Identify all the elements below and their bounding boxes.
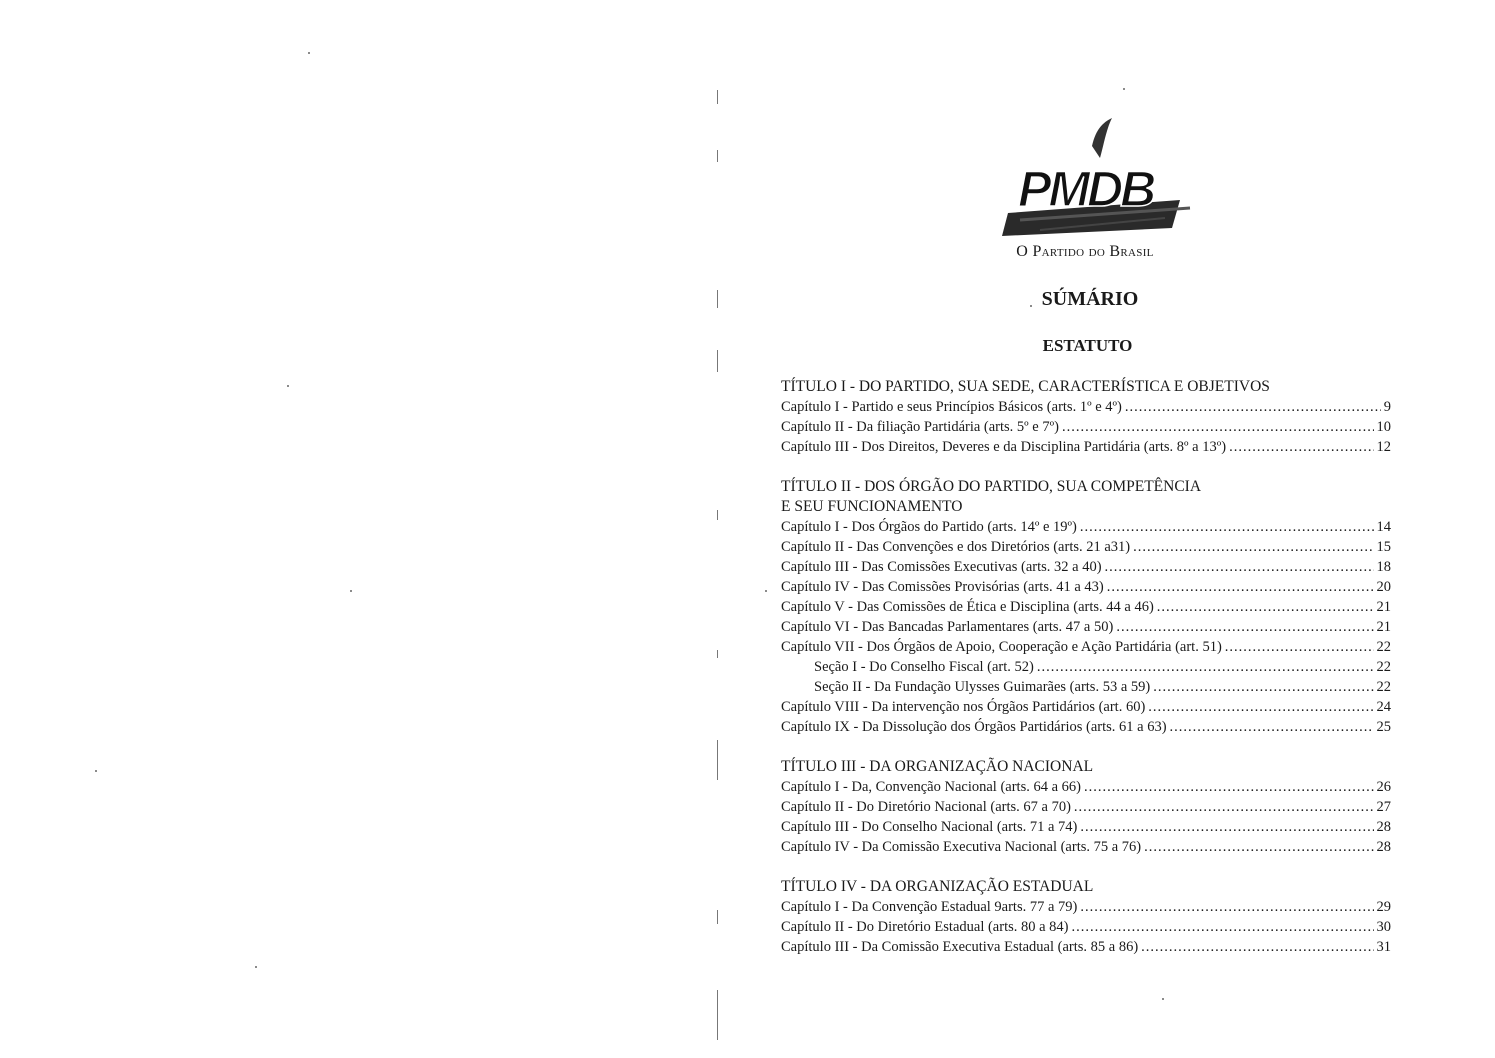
dot-leader <box>1116 617 1373 637</box>
toc-entry-page: 24 <box>1376 699 1391 715</box>
toc-entry <box>781 677 1391 697</box>
dot-leader <box>1080 517 1374 537</box>
scan-speck <box>287 385 289 387</box>
dot-leader <box>1080 817 1373 837</box>
toc-entry-label: Capítulo I - Da, Convenção Nacional (arts. 64 a 66) <box>781 779 1081 795</box>
dot-leader <box>1074 797 1374 817</box>
toc-entry-label: Capítulo V - Das Comissões de Ética e Disciplina (arts. 44 a 46) <box>781 599 1154 615</box>
toc-entry <box>781 717 1391 737</box>
toc-entry <box>781 837 1391 857</box>
scan-speck <box>95 770 97 772</box>
toc-entry-page: 29 <box>1376 899 1391 915</box>
toc-entry-page: 27 <box>1376 799 1391 815</box>
toc-entry-page: 12 <box>1376 439 1391 455</box>
toc-entry-page: 22 <box>1376 639 1391 655</box>
toc-entry <box>781 597 1391 617</box>
toc-entry-page: 28 <box>1376 839 1391 855</box>
section-title: TÍTULO I - DO PARTIDO, SUA SEDE, CARACTERÍSTICA E OBJETIVOS <box>781 378 1270 395</box>
toc-entry-label: Capítulo I - Dos Órgãos do Partido (arts. 14º e 19º) <box>781 519 1077 535</box>
toc-section <box>781 757 1391 857</box>
book-gutter <box>717 90 719 1050</box>
toc-entry-label: Capítulo VI - Das Bancadas Parlamentares (arts. 47 a 50) <box>781 619 1114 635</box>
toc-entry-page: 20 <box>1376 579 1391 595</box>
toc-entry <box>781 537 1391 557</box>
dot-leader <box>1072 917 1374 937</box>
toc-entry-label: Capítulo II - Das Convenções e dos Diretórios (arts. 21 a31) <box>781 539 1131 555</box>
toc-entry <box>781 577 1391 597</box>
toc-section <box>781 877 1391 957</box>
toc-entry-label: Capítulo VII - Dos Órgãos de Apoio, Cooperação e Ação Partidária (art. 51) <box>781 639 1222 655</box>
toc-entry <box>781 697 1391 717</box>
dot-leader <box>1170 717 1374 737</box>
page-title: SÚMÁRIO <box>1041 288 1139 310</box>
dot-leader <box>1125 397 1381 417</box>
scan-speck <box>255 966 257 968</box>
toc-entry <box>781 517 1391 537</box>
toc-entry-label: Capítulo II - Do Diretório Estadual (arts. 80 a 84) <box>781 919 1069 935</box>
toc-entry-label: Capítulo I - Da Convenção Estadual 9arts. 77 a 79) <box>781 899 1078 915</box>
toc-entry <box>781 557 1391 577</box>
toc-entry-page: 26 <box>1376 779 1391 795</box>
toc-entry-label: Capítulo II - Do Diretório Nacional (arts. 67 a 70) <box>781 799 1071 815</box>
toc-entry-page: 14 <box>1376 519 1391 535</box>
toc-entry-page: 21 <box>1376 619 1391 635</box>
toc-entry-label: Capítulo III - Da Comissão Executiva Estadual (arts. 85 a 86) <box>781 939 1139 955</box>
toc-entry-page: 18 <box>1376 559 1391 575</box>
toc-entry-label: Capítulo IV - Da Comissão Executiva Nacional (arts. 75 a 76) <box>781 839 1142 855</box>
toc-entry-label: Capítulo III - Das Comissões Executivas (arts. 32 a 40) <box>781 559 1102 575</box>
dot-leader <box>1037 657 1374 677</box>
toc-entry-page: 30 <box>1376 919 1391 935</box>
dot-leader <box>1105 557 1374 577</box>
toc-entry <box>781 817 1391 837</box>
toc-entry <box>781 397 1391 417</box>
toc-entry <box>781 797 1391 817</box>
toc-entry-label: Capítulo III - Dos Direitos, Deveres e da Disciplina Partidária (arts. 8º a 13º) <box>781 439 1227 455</box>
toc-entry-label: Capítulo II - Da filiação Partidária (arts. 5º e 7º) <box>781 419 1059 435</box>
toc-entry <box>781 777 1391 797</box>
dot-leader <box>1144 837 1373 857</box>
toc-entry-page: 28 <box>1376 819 1391 835</box>
svg-text:PMDB: PMDB <box>1018 161 1154 217</box>
toc-section <box>781 477 1391 737</box>
scan-speck <box>765 590 767 592</box>
toc-section <box>781 377 1391 457</box>
dot-leader <box>1084 777 1374 797</box>
toc-entry <box>781 437 1391 457</box>
dot-leader <box>1153 677 1373 697</box>
brand-tagline: O Partido do Brasil <box>1016 243 1154 260</box>
dot-leader <box>1157 597 1374 617</box>
toc-entry <box>781 617 1391 637</box>
dot-leader <box>1141 937 1373 957</box>
toc-entry <box>781 917 1391 937</box>
toc-entry <box>781 897 1391 917</box>
dot-leader <box>1080 897 1373 917</box>
table-of-contents <box>781 377 1391 977</box>
toc-entry-label: Capítulo I - Partido e seus Princípios Básicos (arts. 1º e 4º) <box>781 399 1122 415</box>
dot-leader <box>1229 437 1373 457</box>
toc-entry-label: Seção II - Da Fundação Ulysses Guimarães (arts. 53 a 59) <box>814 679 1151 695</box>
toc-entry-page: 15 <box>1376 539 1391 555</box>
pmdb-logo <box>1000 118 1200 258</box>
toc-entry <box>781 937 1391 957</box>
scan-speck <box>1123 88 1125 90</box>
toc-entry-label: Capítulo IV - Das Comissões Provisórias (arts. 41 a 43) <box>781 579 1104 595</box>
toc-entry <box>781 417 1391 437</box>
toc-entry-page: 31 <box>1376 939 1391 955</box>
toc-entry-label: Capítulo VIII - Da intervenção nos Órgãos Partidários (art. 60) <box>781 699 1146 715</box>
toc-entry-page: 25 <box>1376 719 1391 735</box>
toc-entry-page: 22 <box>1376 679 1391 695</box>
section-title: TÍTULO IV - DA ORGANIZAÇÃO ESTADUAL <box>781 878 1094 895</box>
dot-leader <box>1133 537 1373 557</box>
section-title: TÍTULO III - DA ORGANIZAÇÃO NACIONAL <box>781 758 1094 775</box>
toc-entry-page: 22 <box>1376 659 1391 675</box>
section-title: E SEU FUNCIONAMENTO <box>781 498 963 515</box>
toc-entry-page: 10 <box>1376 419 1391 435</box>
scan-speck <box>350 590 352 592</box>
toc-entry <box>781 637 1391 657</box>
dot-leader <box>1107 577 1374 597</box>
toc-entry-label: Capítulo IX - Da Dissolução dos Órgãos Partidários (arts. 61 a 63) <box>781 719 1167 735</box>
page-subtitle: ESTATUTO <box>1042 336 1133 355</box>
scan-speck <box>308 52 310 54</box>
toc-entry-page: 21 <box>1376 599 1391 615</box>
dot-leader <box>1062 417 1374 437</box>
scan-speck <box>1162 998 1164 1000</box>
toc-entry-label: Seção I - Do Conselho Fiscal (art. 52) <box>814 659 1034 675</box>
dot-leader <box>1148 697 1373 717</box>
dot-leader <box>1225 637 1374 657</box>
scan-speck <box>1030 305 1032 307</box>
section-title: TÍTULO II - DOS ÓRGÃO DO PARTIDO, SUA COMPETÊNCIA <box>781 478 1202 495</box>
toc-entry <box>781 657 1391 677</box>
toc-entry-label: Capítulo III - Do Conselho Nacional (arts. 71 a 74) <box>781 819 1078 835</box>
toc-entry-page: 9 <box>1383 399 1391 415</box>
